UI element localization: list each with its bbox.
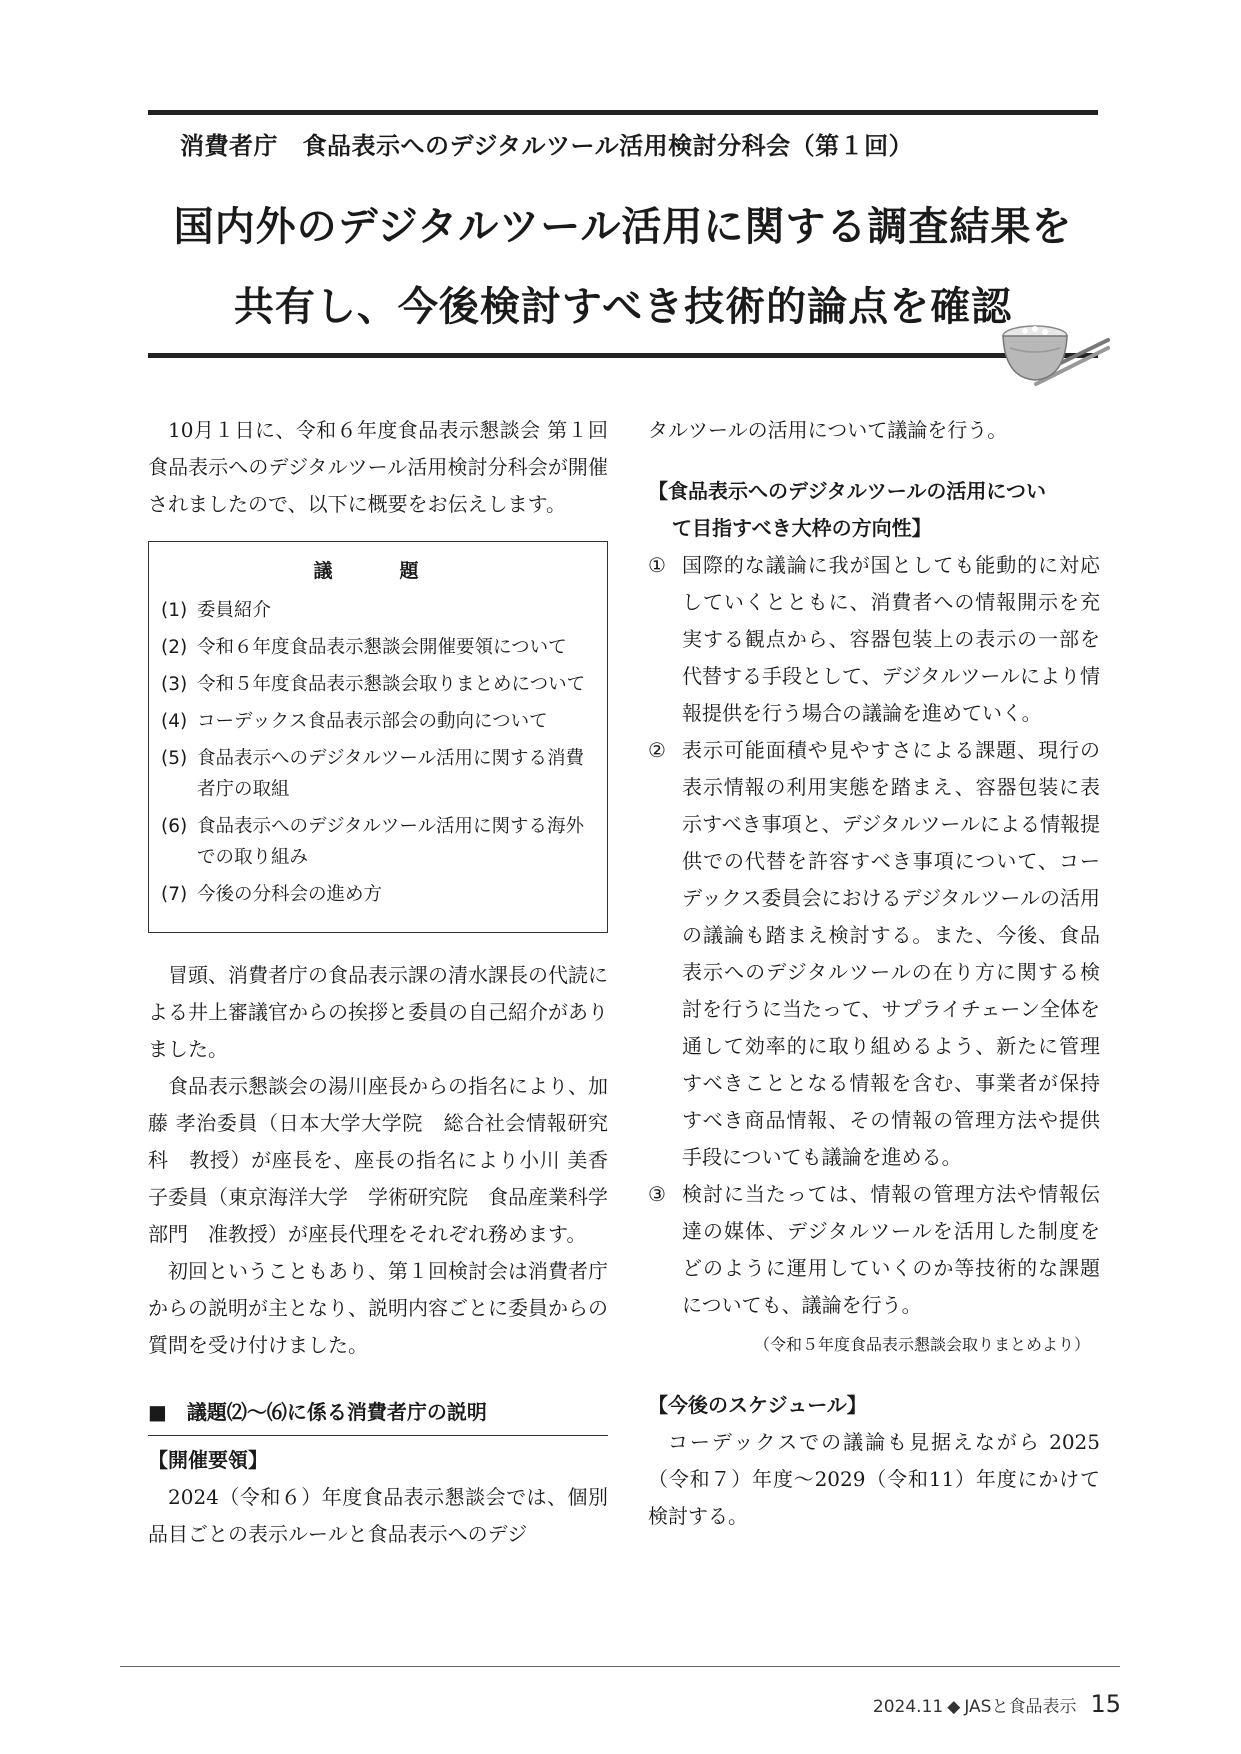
right-column — [648, 412, 1100, 1535]
source-note: （令和５年度食品表示懇談会取りまとめより） — [753, 1335, 1090, 1354]
footer-issue: 2024.11 — [872, 1697, 944, 1717]
section-heading: ■ 議題⑵～⑹に係る消費者庁の説明 — [148, 1394, 608, 1436]
rice-bowl-chopsticks-icon — [990, 318, 1110, 398]
footer-rule — [120, 1666, 1120, 1667]
article-kicker: 消費者庁 食品表示へのデジタルツール活用検討分科会（第１回） — [180, 132, 914, 160]
kaisai-paragraph: 2024（令和６）年度食品表示懇談会では、個別品目ごとの表示ルールと食品表示へのデジ — [148, 1485, 608, 1546]
agenda-title: 議 題 — [313, 560, 443, 582]
header-bottom-rule — [148, 353, 1098, 358]
kaisai-heading: 【開催要領】 — [148, 1448, 268, 1472]
direction-point: ① 国際的な議論に我が国としても能動的に対応していくとともに、消費者への情報開示を充実する観点から、容器包装上の表示の一部を代替する手段として、デジタルツールにより情報提供を行う場合の議論を進めていく。 — [648, 553, 1100, 725]
intro-paragraph: 10月１日に、令和６年度食品表示懇談会 第１回 食品表示へのデジタルツール活用検討分科会が開催されましたので、以下に概要をお伝えします。 — [148, 418, 608, 516]
schedule-heading: 【今後のスケジュール】 — [648, 1393, 867, 1417]
direction-heading: 【食品表示へのデジタルツールの活用につい て目指すべき大枠の方向性】 — [648, 479, 1046, 540]
header-top-rule — [148, 110, 1098, 115]
page-number: 15 — [1090, 1690, 1121, 1718]
agenda-box — [148, 541, 608, 933]
footer-magazine: JASと食品表示 — [964, 1697, 1077, 1717]
agenda-item: (5) 食品表示へのデジタルツール活用に関する消費者庁の取組 — [161, 748, 585, 800]
chair-paragraph: 食品表示懇談会の湯川座長からの指名により、加藤 孝治委員（日本大学大学院 総合社会情報研究科 教授）が座長を、座長の指名により小川 美香子委員（東京海洋大学 学術研究院 食品産業科学部門 准教授）が座長代理をそれぞれ務めます。 — [148, 1074, 608, 1246]
agenda-item: (1) 委員紹介 — [161, 600, 272, 621]
left-column — [148, 412, 608, 1553]
headline-line-1: 国内外のデジタルツール活用に関する調査結果を — [173, 204, 1073, 250]
continued-paragraph: タルツールの活用について議論を行う。 — [648, 418, 1008, 442]
agenda-item: (2) 令和６年度食品表示懇談会開催要領について — [161, 637, 567, 658]
headline-line-2: 共有し、今後検討すべき技術的論点を確認 — [233, 284, 1013, 330]
direction-point: ③ 検討に当たっては、情報の管理方法や情報伝達の媒体、デジタルツールを活用した制度をどのように運用していくのか等技術的な課題についても、議論を行う。 — [648, 1182, 1100, 1317]
opening-paragraph: 冒頭、消費者庁の食品表示課の清水課長の代読による井上審議官からの挨拶と委員の自己紹介がありました。 — [148, 963, 608, 1061]
footer-separator: ◆ — [947, 1697, 961, 1717]
agenda-item: (4) コーデックス食品表示部会の動向について — [161, 711, 548, 732]
agenda-item: (6) 食品表示へのデジタルツール活用に関する海外での取り組み — [161, 816, 585, 868]
schedule-paragraph: コーデックスでの議論も見据えながら 2025（令和７）年度～2029（令和11）年度にかけて検討する。 — [648, 1430, 1100, 1528]
agenda-item: (7) 今後の分科会の進め方 — [161, 884, 383, 905]
first-meeting-paragraph: 初回ということもあり、第１回検討会は消費者庁からの説明が主となり、説明内容ごとに委員からの質問を受け付けました。 — [148, 1259, 608, 1357]
direction-point: ② 表示可能面積や見やすさによる課題、現行の表示情報の利用実態を踏まえ、容器包装に表示すべき事項と、デジタルツールによる情報提供での代替を許容すべき事項について、コーデックス委員会におけるデジタルツールの活用の議論も踏まえ検討する。また、今後、食品表示へのデジタルツールの在り方に関する検討を行うに当たって、サプライチェーン全体を通して効率的に取り組めるよう、新たに管理すべきこととなる情報を含む、事業者が保持すべき商品情報、その情報の管理方法や提供手段についても議論を進める。 — [648, 738, 1100, 1169]
agenda-item: (3) 令和５年度食品表示懇談会取りまとめについて — [161, 674, 586, 695]
page-footer — [873, 1690, 1121, 1718]
